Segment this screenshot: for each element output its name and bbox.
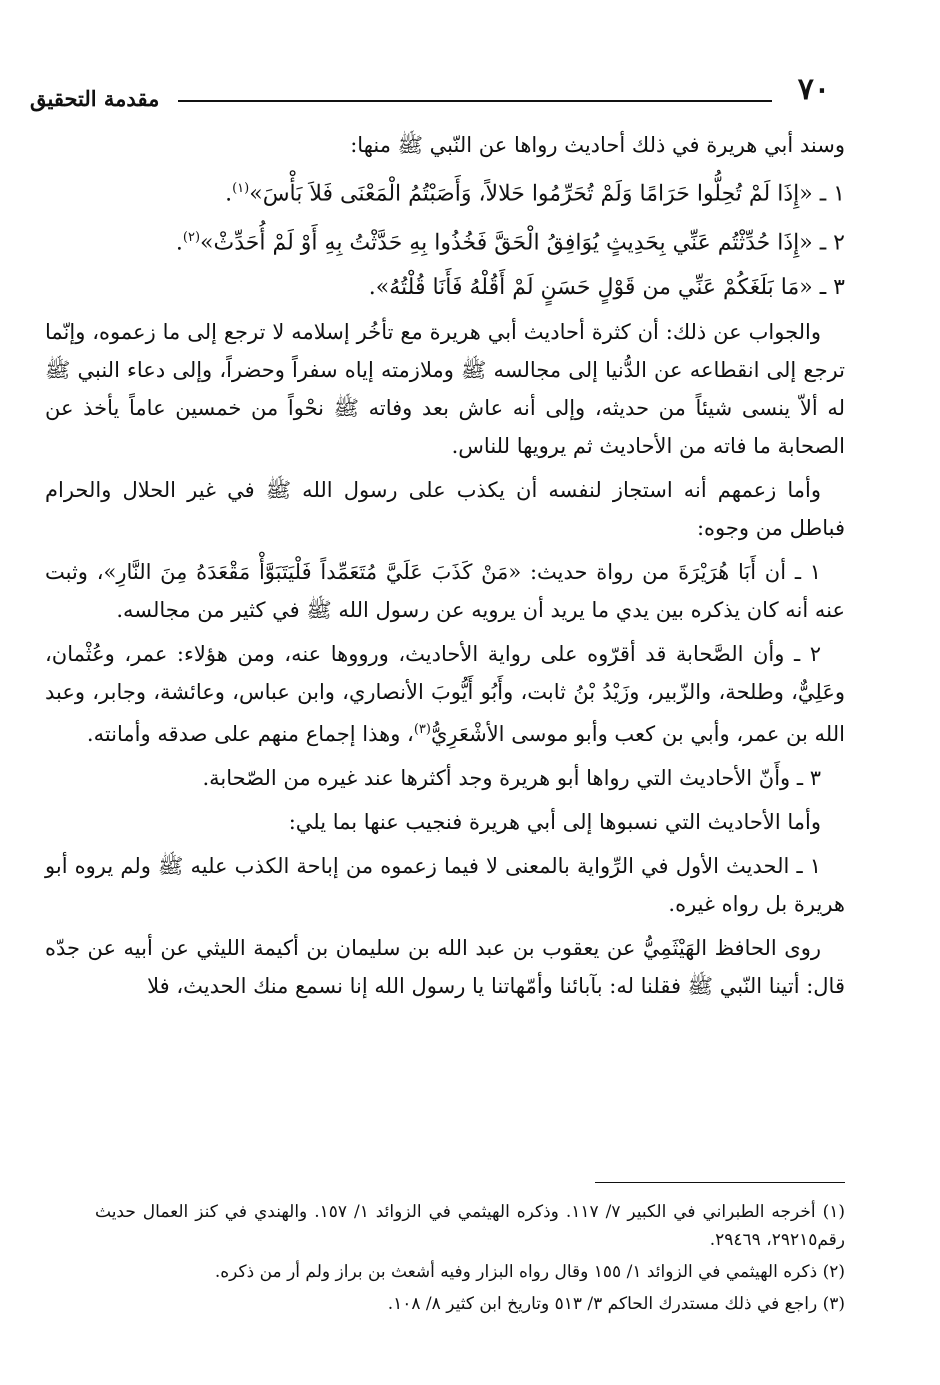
footnote-ref: (٣)	[413, 721, 431, 737]
running-title: مقدمة التحقيق	[30, 86, 160, 111]
hadith-text: ١ ـ «إِذَا لَمْ تُحِلُّوا حَرَامًا وَلَمْ تُحَرِّمُوا حَلالاً، وَأَصَبْتُمُ الْمَعْنَى فَلاَ بَأْسَ»	[249, 181, 845, 207]
paragraph: ١ ـ أن أَبَا هُرَيْرَةَ من رواة حديث: «مَنْ كَذَبَ عَلَيَّ مُتَعَمِّداً فَلْيَتَبَوَّأْ مَقْعَدَهُ مِنَ النَّارِ»، وثبت عنه أنه كان يذكره بين يدي ما يريد أن يرويه عن رسول الله ﷺ في كثير من مجالسه.	[45, 559, 845, 622]
footnote: (٣) راجع في ذلك مستدرك الحاكم ٣/ ٥١٣ وتاريخ ابن كثير ٨/ ١٠٨.	[387, 1294, 845, 1314]
footnote: (١) أخرجه الطبراني في الكبير ٧/ ١١٧. وذكره الهيثمي في الزوائد ١/ ١٥٧. والهندي في كنز العمال حديث رقم٢٩٢١٥، ٢٩٤٦٩.	[95, 1202, 845, 1250]
page-header	[30, 72, 830, 112]
hadith-2: ٢ ـ «إِذَا حُدِّثْتُم عَنِّي بِحَدِيثٍ يُوَافِقُ الْحَقَّ فَخُذُوا بِهِ حَدَّثْتُ بِهِ أَوْ لَمْ أُحَدِّثْ»$^{(٢)}$.	[175, 230, 845, 256]
paragraph: روى الحافظ الهَيْثَمِيُّ عن يعقوب بن عبد الله بن سليمان بن أكيمة الليثي عن أبيه عن جدّه قال: أتينا النّبي ﷺ فقلنا له: بآبائنا وأمّهاتنا يا رسول الله إنا نسمع منك الحديث، فلا	[45, 935, 845, 998]
main-text	[45, 126, 845, 1011]
hadith-1: ١ ـ «إِذَا لَمْ تُحِلُّوا حَرَامًا وَلَمْ تُحَرِّمُوا حَلالاً، وَأَصَبْتُمُ الْمَعْنَى فَلاَ بَأْسَ»$^{(١)}$.	[225, 181, 845, 207]
paragraph: وأما زعمهم أنه استجاز لنفسه أن يكذب على رسول الله ﷺ في غير الحلال والحرام فباطل من وجوه:	[45, 477, 845, 540]
footnote-separator	[595, 1182, 845, 1183]
paragraph-text: ٢ ـ وأن الصَّحابة قد أقرّوه على رواية الأحاديث، ورووها عنه، ومن هؤلاء: عمر، وعُثْمان، وعَلِيٌّ، وطلحة، والزّبير، وزَيْدُ بْنُ ثابت، وأَبُو أَيُّوبَ الأنصاري، وابن عباس، وعائشة، وجابر، وعبد الله بن عمر، وأبي بن كعب وأبو موسى الأشْعَرِيُّ	[45, 641, 845, 746]
paragraph: وسند أبي هريرة في ذلك أحاديث رواها عن النّبي ﷺ منها:	[350, 133, 845, 157]
paragraph: ١ ـ الحديث الأول في الرِّواية بالمعنى لا فيما زعموه من إباحة الكذب عليه ﷺ ولم يروه أبو هريرة بل رواه غيره.	[45, 853, 845, 916]
hadith-3: ٣ ـ «مَا بَلَغَكُمْ عَنِّي من قَوْلٍ حَسَنٍ لَمْ أَقُلْهُ فَأَنَا قُلْتُهُ».	[368, 274, 845, 300]
hadith-text: ٢ ـ «إِذَا حُدِّثْتُم عَنِّي بِحَدِيثٍ يُوَافِقُ الْحَقَّ فَخُذُوا بِهِ حَدَّثْتُ بِهِ أَوْ لَمْ أُحَدِّثْ»	[200, 230, 845, 256]
header-rule	[178, 100, 772, 102]
paragraph: والجواب عن ذلك: أن كثرة أحاديث أبي هريرة مع تأخُر إسلامه لا ترجع إلى ما زعموه، وإنّما ترجع إلى انقطاعه عن الدُّنيا إلى مجالسه ﷺ وملازمته إياه سفراً وحضراً، وإلى دعاء النبي ﷺ له ألاّ ينسى شيئاً من حديثه، وإلى أنه عاش بعد وفاته ﷺ نحْواً من خمسين عاماً يأخذ عن الصحابة ما فاته من الأحاديث ثم يرويها للناس.	[45, 319, 845, 458]
paragraph	[45, 635, 845, 753]
footnotes	[95, 1198, 845, 1322]
footnote: (٢) ذكره الهيثمي في الزوائد ١/ ١٥٥ وقال رواه البزار وفيه أشعث بن براز ولم أر من ذكره.	[214, 1262, 845, 1282]
page-number: ٧٠	[797, 72, 830, 107]
footnote-ref: (١)	[232, 181, 250, 196]
paragraph-text: ، وهذا إجماع منهم على صدقه وأمانته.	[86, 721, 414, 746]
paragraph: ٣ ـ وأَنّ الأحاديث التي رواها أبو هريرة وجد أكثرها عند غيره من الصّحابة.	[202, 765, 821, 790]
paragraph: وأما الأحاديث التي نسبوها إلى أبي هريرة فنجيب عنها بما يلي:	[288, 809, 821, 834]
footnote-ref: (٢)	[182, 230, 201, 246]
